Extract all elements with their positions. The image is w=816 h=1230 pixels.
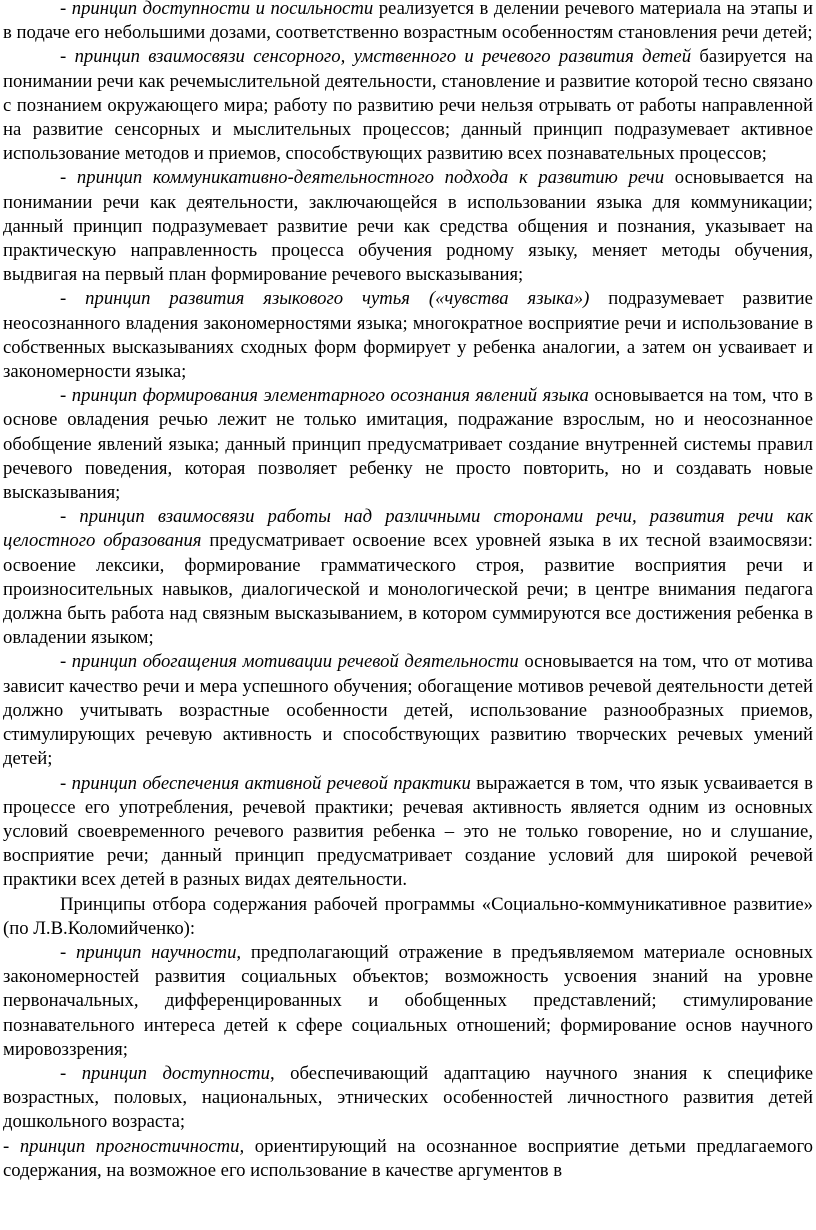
paragraph-active-speech-practice (3, 772, 813, 893)
principle-description: базируется на понимании речи как речемыслительной деятельности, становление и развитие которой тесно связано с познанием окружающего мира; работу по развитию речи нельзя отрывать от работы направленной на развитие сенсорных и мыслительных процессов; данный принцип подразумевает активное использование методов и приемов, способствующих развитию всех познавательных процессов; (3, 46, 813, 165)
paragraph-scientific-principle (3, 941, 813, 1062)
paragraph-dash: - (60, 0, 72, 19)
principle-term: принцип обогащения мотивации речевой деятельности (71, 651, 519, 673)
principle-description: предусматривает освоение всех уровней языка в их тесной взаимосвязи: освоение лексики, формирование грамматического строя, развитие восприятия речи и произносительных навыков, диалогической и монологической речи; в центре внимания педагога должна быть работа над связным высказыванием, в котором суммируются все достижения ребенка в овладении языком; (3, 530, 813, 649)
paragraph-speech-aspects-integration (3, 505, 813, 650)
principle-description: ориентирующий на осознанное восприятие детьми предлагаемого содержания, на возможное его использование в качестве аргументов в (3, 1135, 813, 1181)
principle-term: принцип научности, (76, 941, 242, 963)
principle-term: принцип доступности (81, 1062, 270, 1084)
principle-description: основывается на том, что в основе овладения речью лежит не только имитация, подражание взрослым, но и неосознанное обобщение явлений языка; данный принцип предусматривает создание внутренней системы правил речевого поведения, которая позволяет ребенку не просто повторить, но и создавать новые высказывания; (3, 385, 813, 504)
principle-description: предполагающий отражение в предъявляемом материале основных закономерностей развития социальных объектов; возможность усвоения знаний на уровне первоначальных, дифференцированных и обобщенных представлений; стимулирование познавательного интереса детей к сфере социальных отношений; формирование основ научного мировоззрения; (3, 941, 813, 1060)
intro-text: Принципы отбора содержания рабочей программы «Социально-коммуникативное развитие» (по Л.В.Коломийченко): (3, 893, 813, 939)
paragraph-dash: - (60, 46, 75, 68)
principle-description: , обеспечивающий адаптацию научного знания к специфике возрастных, половых, национальных, этнических особенностей личностного развития детей дошкольного возраста; (3, 1062, 813, 1133)
paragraph-motivation-enrichment (3, 650, 813, 771)
paragraph-dash: - (3, 1135, 20, 1157)
paragraph-dash: - (60, 506, 80, 528)
principle-term: принцип взаимосвязи сенсорного, умственного и речевого развития детей (74, 46, 692, 68)
paragraph-dash: - (60, 651, 72, 673)
principle-term: принцип прогностичности, (19, 1135, 245, 1157)
paragraph-sensory-mental-speech (3, 45, 813, 166)
principle-description: выражается в том, что язык усваивается в процессе его употребления, речевой практики; речевая активность является одним из основных условий своевременного речевого развития ребенка – это не только говорение, но и слушание, восприятие речи; данный принцип предусматривает создание условий для широкой речевой практики всех детей в разных видах деятельности. (3, 772, 813, 891)
principle-term: принцип обеспечения активной речевой практики (71, 772, 471, 794)
paragraph-dash: - (60, 941, 76, 963)
paragraph-accessibility-feasibility (3, 0, 813, 45)
paragraph-prognostic-principle (3, 1135, 813, 1183)
paragraph-dash: - (60, 385, 72, 407)
principle-term: принцип коммуникативно-деятельностного подхода к развитию речи (76, 167, 665, 189)
principle-description: подразумевает развитие неосознанного владения закономерностями языка; многократное восприятие речи и использование в собственных высказываниях сходных форм формирует у ребенка аналогии, а затем он усваивает и закономерности языка; (3, 288, 813, 383)
paragraph-dash: - (60, 772, 72, 794)
principle-description: основывается на том, что от мотива зависит качество речи и мера успешного обучения; обогащение мотивов речевой деятельности детей должно учитывать возрастные особенности детей, использование разнообразных приемов, стимулирующих речевую активность и способствующих развитию творческих речевых умений детей; (3, 651, 813, 770)
paragraph-selection-principles-intro (3, 893, 813, 941)
principle-term: принцип формирования элементарного осознания явлений языка (71, 385, 589, 407)
paragraph-accessibility-principle (3, 1062, 813, 1135)
principle-description: реализуется в делении речевого материала на этапы и в подаче его небольшими дозами, соответственно возрастным особенностям становления речи детей; (3, 0, 813, 44)
principle-term: принцип доступности и посильности (71, 0, 374, 19)
paragraph-dash: - (60, 1062, 82, 1084)
principle-term: принцип развития языкового чутья («чувства языка») (85, 288, 590, 310)
principle-term: принцип взаимосвязи работы над различными сторонами речи, развития речи как целостного образования (3, 506, 813, 552)
paragraph-communicative-activity (3, 166, 813, 287)
paragraph-language-awareness (3, 384, 813, 505)
paragraph-dash: - (60, 167, 77, 189)
paragraph-dash: - (60, 288, 86, 310)
paragraph-language-sense (3, 287, 813, 384)
principle-description: основывается на понимании речи как деятельности, заключающейся в использовании языка для коммуникации; данный принцип подразумевает развитие речи как средства общения и познания, указывает на практическую направленность процесса обучения родному языку, меняет методы обучения, выдвигая на первый план формирование речевого высказывания; (3, 167, 813, 286)
